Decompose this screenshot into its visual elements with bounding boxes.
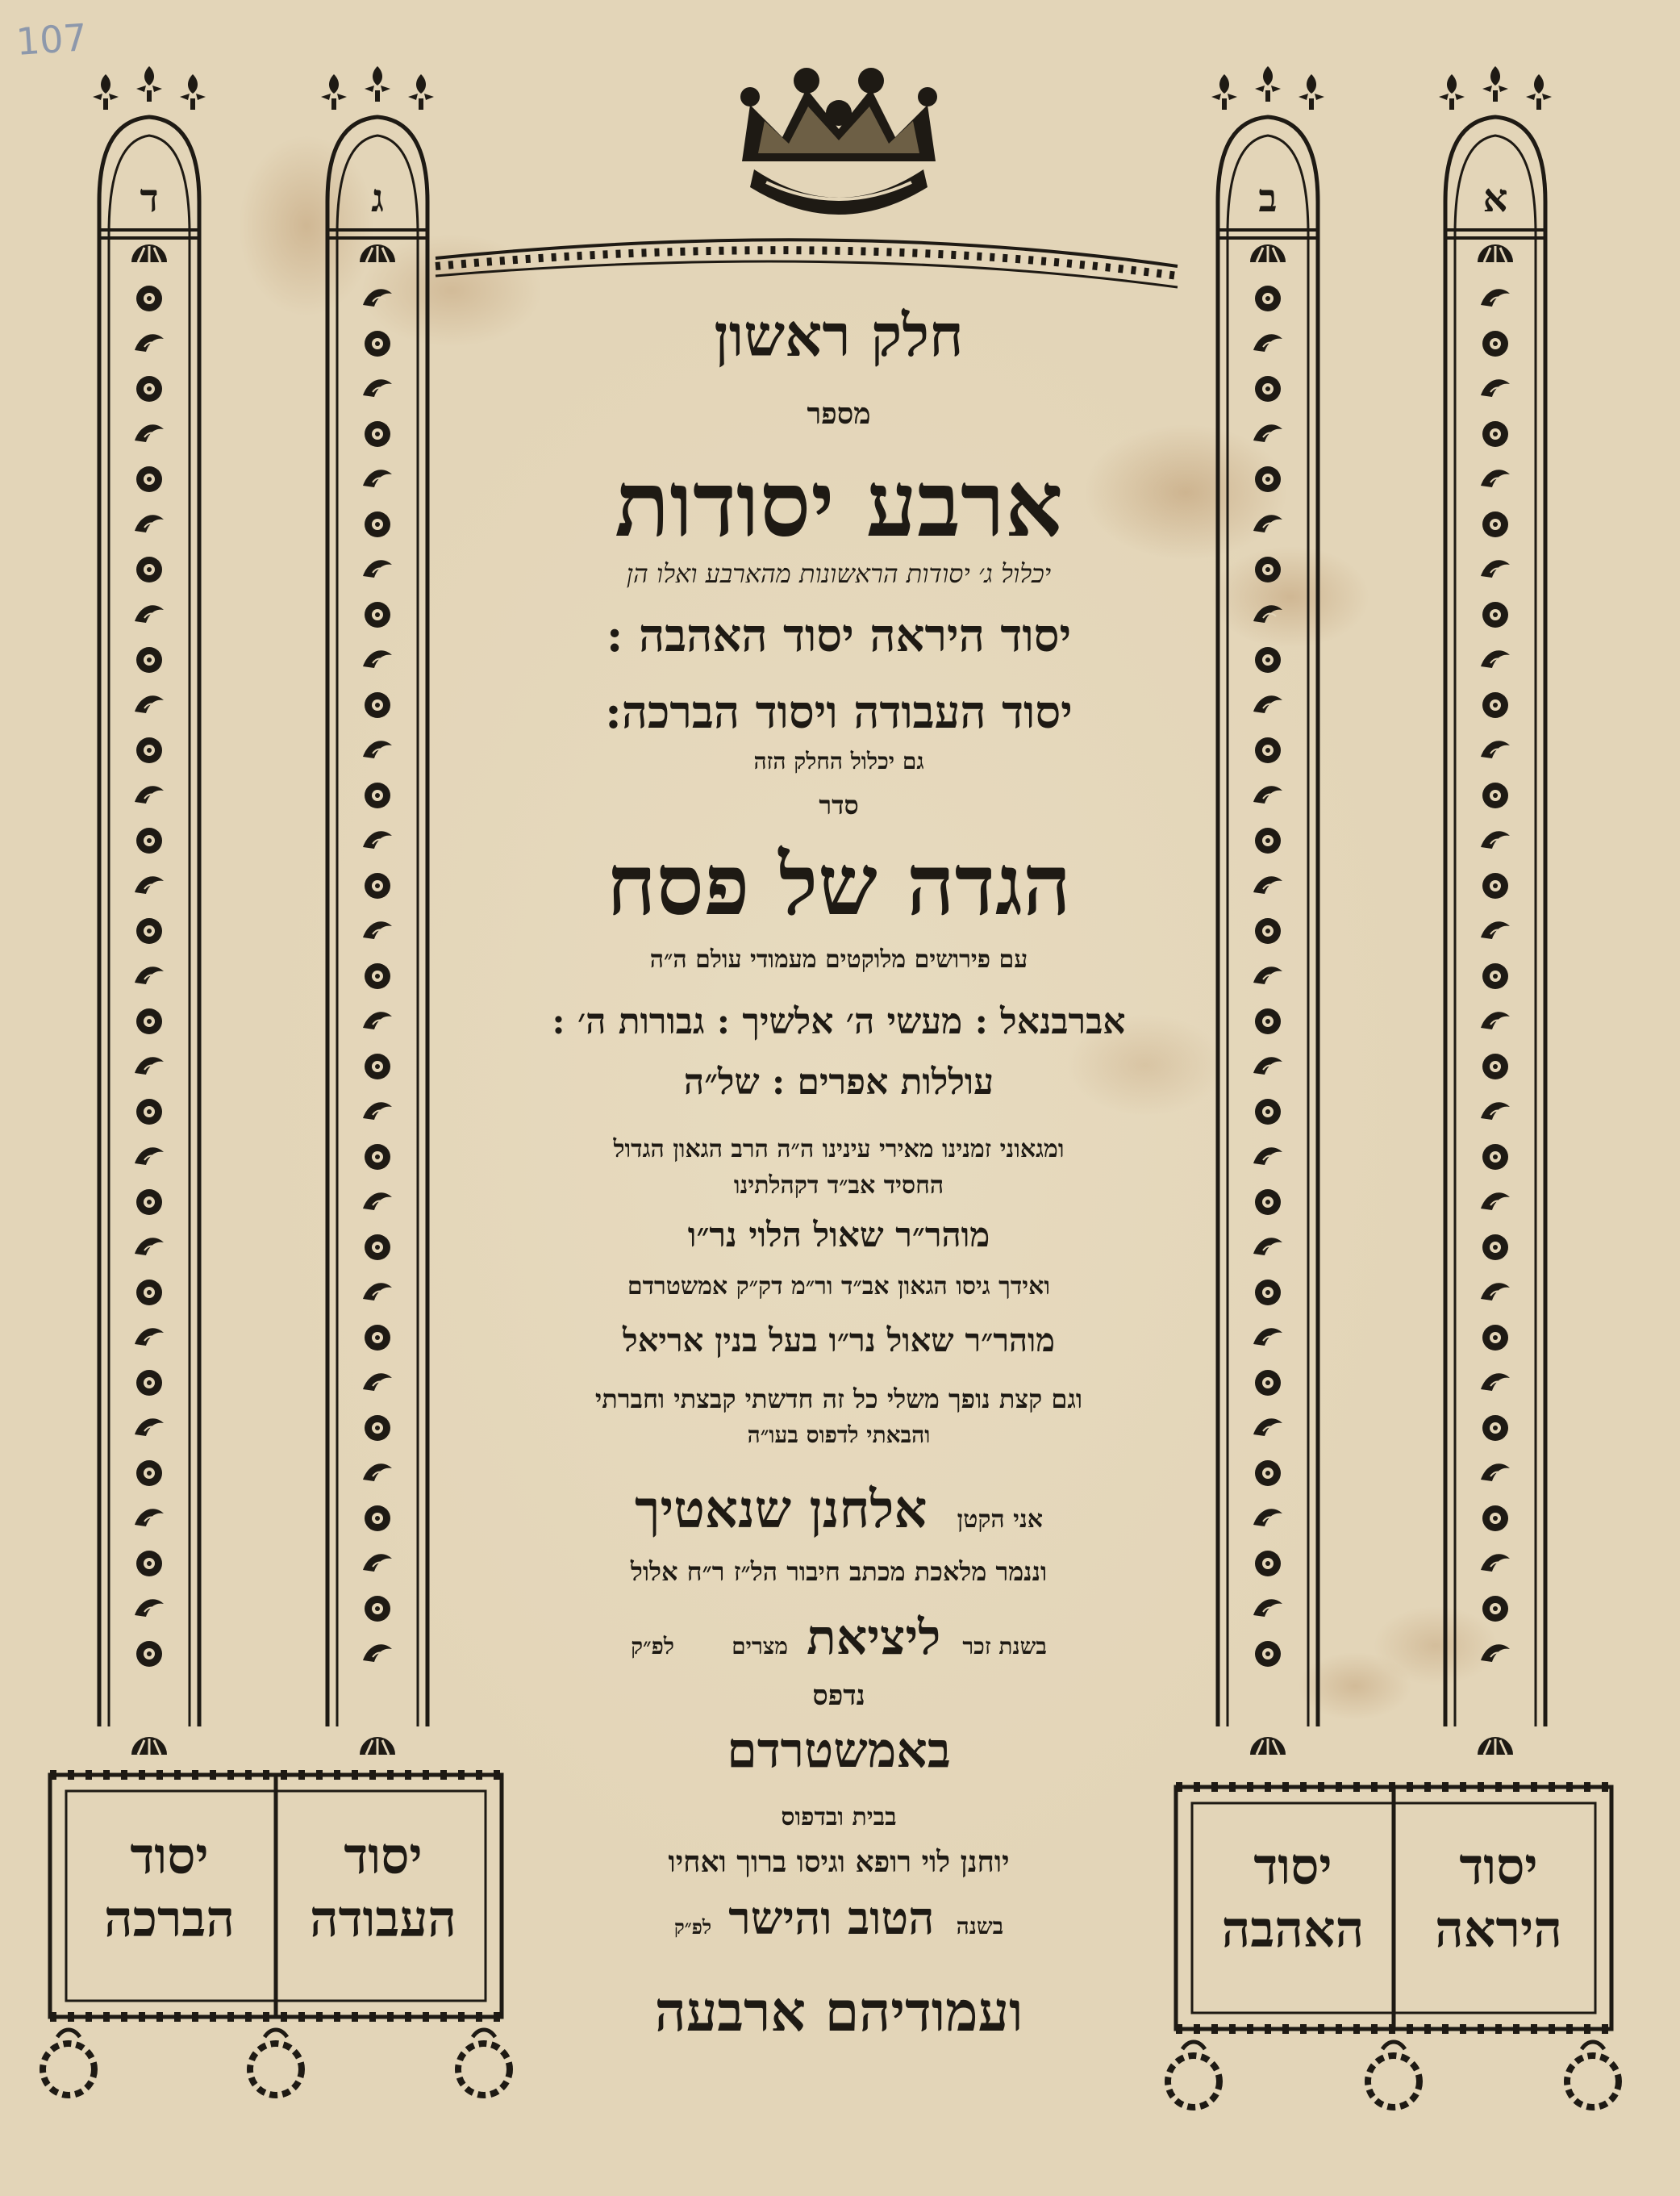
leaf-ornament xyxy=(135,1418,164,1436)
leaf-ornament xyxy=(135,1509,164,1526)
rosette-ornament xyxy=(1482,421,1508,447)
rosette-ornament xyxy=(136,647,162,673)
place-line: באמשטרדם xyxy=(727,1722,951,1779)
column-letter-b: ב xyxy=(1258,176,1278,221)
also-includes: גם יכלול החלק הזה xyxy=(753,748,924,774)
leaf-ornament xyxy=(363,560,392,578)
rosette-ornament xyxy=(1255,1099,1281,1125)
rosette-ornament xyxy=(1255,466,1281,492)
base-d-line2: הברכה xyxy=(104,1889,235,1948)
imprint-suffix: לפ״ק xyxy=(673,1915,712,1939)
rosette-ornament xyxy=(365,692,390,718)
leaf-ornament xyxy=(1253,1328,1282,1346)
rosette-ornament xyxy=(1482,1234,1508,1260)
leaf-ornament xyxy=(363,1373,392,1391)
leaf-ornament xyxy=(1253,966,1282,984)
rosette-ornament xyxy=(136,737,162,763)
rosette-ornament xyxy=(1482,602,1508,628)
rosette-ornament xyxy=(1255,1460,1281,1486)
author-line xyxy=(476,1480,1202,1540)
leaf-ornament xyxy=(1481,1554,1510,1572)
base-a-line1: יסוד xyxy=(1459,1837,1538,1896)
leaf-ornament xyxy=(135,876,164,894)
author-name: אלחנן שנאטיך xyxy=(635,1480,928,1540)
leaf-ornament xyxy=(1253,1418,1282,1436)
rosette-ornament xyxy=(1482,1596,1508,1622)
rosette-ornament xyxy=(136,1551,162,1576)
rosette-ornament xyxy=(1482,1415,1508,1441)
base-c-line1: יסוד xyxy=(344,1827,423,1885)
rosette-ornament xyxy=(1482,1505,1508,1531)
rosette-ornament xyxy=(1255,828,1281,854)
leaf-ornament xyxy=(135,1147,164,1165)
leaf-ornament xyxy=(363,1463,392,1481)
base-c-line2: העבודה xyxy=(310,1889,456,1948)
rosette-ornament xyxy=(1482,1054,1508,1079)
leaf-ornament xyxy=(363,741,392,758)
rosette-ornament xyxy=(1482,963,1508,989)
leaf-ornament xyxy=(1253,515,1282,532)
rosette-ornament xyxy=(1482,783,1508,808)
leaf-ornament xyxy=(135,786,164,804)
leaf-ornament xyxy=(363,1192,392,1210)
rosette-ornament xyxy=(1255,1551,1281,1576)
rosette-ornament xyxy=(136,466,162,492)
brought-line: והבאתי לדפוס בעו״ה xyxy=(747,1422,931,1448)
rosette-ornament xyxy=(136,1460,162,1486)
imprint-words: הטוב והישר xyxy=(728,1892,935,1945)
leaf-ornament xyxy=(1253,876,1282,894)
rosette-ornament xyxy=(1255,286,1281,311)
rosette-ornament xyxy=(1482,331,1508,357)
leaf-ornament xyxy=(1481,1283,1510,1300)
imprint-prefix: בשנה xyxy=(956,1913,1004,1939)
leaf-ornament xyxy=(1481,470,1510,487)
rabbis-line-2: החסיד אב״ד דקהלתינו xyxy=(733,1171,944,1200)
rosette-ornament xyxy=(365,1234,390,1260)
leaf-ornament xyxy=(1481,560,1510,578)
leaf-ornament xyxy=(1253,424,1282,442)
shell-ornament xyxy=(1250,1737,1286,1755)
rosette-ornament xyxy=(365,602,390,628)
leaf-ornament xyxy=(1481,1102,1510,1120)
leaf-ornament xyxy=(363,831,392,849)
pillar-a xyxy=(1445,117,1545,1726)
column-letter-d: ד xyxy=(140,176,159,221)
rosette-ornament xyxy=(1255,1641,1281,1667)
leaf-ornament xyxy=(135,424,164,442)
leaf-ornament xyxy=(135,1599,164,1617)
column-letter-c: ג xyxy=(371,176,384,221)
leaf-ornament xyxy=(135,334,164,352)
rabbis-line-1: ומגאוני זמנינו מאירי עינינו ה״ה הרב הגאון הגדול xyxy=(613,1135,1065,1163)
rosette-ornament xyxy=(136,1370,162,1396)
year-word-1: ליציאת xyxy=(807,1609,941,1666)
rosette-ornament xyxy=(136,1280,162,1305)
leaf-ornament xyxy=(1253,1238,1282,1255)
rosette-ornament xyxy=(365,1505,390,1531)
year-word-2: מצרים xyxy=(732,1633,789,1660)
rosette-ornament xyxy=(136,376,162,402)
rosette-ornament xyxy=(1255,1189,1281,1215)
sefer-label: מספר xyxy=(807,397,871,431)
rosette-ornament xyxy=(1255,737,1281,763)
rosette-ornament xyxy=(365,1054,390,1079)
base-b-line1: יסוד xyxy=(1253,1837,1332,1896)
base-label-b xyxy=(1204,1835,1382,1960)
column-letter-a: א xyxy=(1482,176,1508,221)
motto-line: ועמודיהם ארבעה xyxy=(654,1980,1023,2044)
part-heading: חלק ראשון xyxy=(714,301,964,369)
leaf-ornament xyxy=(1481,379,1510,397)
crown-ornament xyxy=(740,68,937,215)
leaf-ornament xyxy=(363,650,392,668)
shell-ornament xyxy=(1478,1737,1513,1755)
leaf-ornament xyxy=(1253,1057,1282,1075)
rosette-ornament xyxy=(136,1189,162,1215)
leaf-ornament xyxy=(135,1328,164,1346)
commentaries-intro: עם פירושים מלוקטים מעמודי עולם ה״ה xyxy=(649,946,1028,974)
leaf-ornament xyxy=(1481,1463,1510,1481)
rosette-ornament xyxy=(365,511,390,537)
year-line xyxy=(476,1609,1202,1666)
rosette-ornament xyxy=(1255,1280,1281,1305)
imprint-line xyxy=(476,1892,1202,1945)
rosette-ornament xyxy=(365,1415,390,1441)
grandfather-name: מוהר״ר שאול נר״ו בעל בנין אריאל xyxy=(623,1321,1055,1359)
finials xyxy=(93,66,1552,110)
leaf-ornament xyxy=(363,1102,392,1120)
foundations-line-a: יסוד היראה יסוד האהבה : xyxy=(606,609,1072,662)
base-label-d xyxy=(81,1825,258,1950)
leaf-ornament xyxy=(135,966,164,984)
rosette-ornament xyxy=(365,421,390,447)
printers-line: יוחנן לוי רופא וגיסו ברוך ואחיו xyxy=(668,1845,1010,1879)
rosette-ornament xyxy=(365,331,390,357)
leaf-ornament xyxy=(1253,786,1282,804)
rosette-ornament xyxy=(1255,918,1281,944)
rosette-ornament xyxy=(365,1596,390,1622)
rosette-ornament xyxy=(365,873,390,899)
leaf-ornament xyxy=(363,1644,392,1662)
leaf-ornament xyxy=(1481,1373,1510,1391)
rabbi-name: מוהר״ר שאול הלוי נר״ו xyxy=(687,1215,990,1255)
commentaries-line-1: אברבנאל : מעשי ה׳ אלשיך : גבורות ה׳ : xyxy=(552,1001,1126,1042)
leaf-ornament xyxy=(363,921,392,939)
leaf-ornament xyxy=(363,1012,392,1029)
rosette-ornament xyxy=(1255,1370,1281,1396)
rosette-ornament xyxy=(1482,692,1508,718)
leaf-ornament xyxy=(1481,921,1510,939)
shell-ornament xyxy=(360,1737,395,1755)
leaf-ornament xyxy=(135,605,164,623)
house-line: בבית ובדפוס xyxy=(781,1803,897,1831)
base-d-line1: יסוד xyxy=(130,1827,209,1885)
rosette-ornament xyxy=(365,963,390,989)
grandfather-line: ואידך גיסו הגאון אב״ד ור״מ דק״ק אמשטרדם xyxy=(627,1272,1051,1300)
rosette-ornament xyxy=(1482,1144,1508,1170)
rosette-ornament xyxy=(365,1144,390,1170)
commentaries-line-2: עוללות אפרים : של״ה xyxy=(683,1062,994,1103)
rosette-ornament xyxy=(136,918,162,944)
base-a-line2: היראה xyxy=(1435,1899,1562,1959)
pen-marginalia: 107 xyxy=(15,15,89,64)
pillar-c xyxy=(327,117,427,1726)
rosette-ornament xyxy=(1482,873,1508,899)
leaf-ornament xyxy=(1253,605,1282,623)
year-suffix: לפ״ק xyxy=(631,1633,675,1660)
rosette-ornament xyxy=(136,1008,162,1034)
rosette-ornament xyxy=(1255,557,1281,582)
leaf-ornament xyxy=(135,695,164,713)
base-label-c xyxy=(294,1825,472,1950)
leaf-ornament xyxy=(1481,289,1510,307)
seder-label: סדר xyxy=(819,790,859,820)
year-prefix: בשנת זכר xyxy=(962,1633,1047,1660)
foundations-line-b: יסוד העבודה ויסוד הברכה: xyxy=(605,686,1073,739)
leaf-ornament xyxy=(363,379,392,397)
haggadah-title: הגדה של פסח xyxy=(607,835,1071,934)
rosette-ornament xyxy=(136,1099,162,1125)
rosette-ornament xyxy=(1255,1008,1281,1034)
rosette-ornament xyxy=(365,1325,390,1351)
leaf-ornament xyxy=(363,1283,392,1300)
rosette-ornament xyxy=(136,828,162,854)
leaf-ornament xyxy=(1481,1644,1510,1662)
leaf-ornament xyxy=(1253,695,1282,713)
printed-label: נדפס xyxy=(812,1680,865,1712)
leaf-ornament xyxy=(135,515,164,532)
leaf-ornament xyxy=(135,1238,164,1255)
rosette-ornament xyxy=(136,1641,162,1667)
rosette-ornament xyxy=(365,783,390,808)
also-mine-line: וגם קצת נופך משלי כל זה חדשתי קבצתי וחברתי xyxy=(594,1384,1083,1414)
rosette-ornament xyxy=(1482,1325,1508,1351)
leaf-ornament xyxy=(1253,334,1282,352)
rosette-ornament xyxy=(1482,511,1508,537)
leaf-ornament xyxy=(363,470,392,487)
rosette-ornament xyxy=(1255,647,1281,673)
leaf-ornament xyxy=(1481,1192,1510,1210)
base-label-a xyxy=(1410,1835,1587,1960)
includes-line: יכלול ג׳ יסודות הראשונות מהארבע ואלו הן xyxy=(626,558,1052,589)
leaf-ornament xyxy=(1481,1012,1510,1029)
leaf-ornament xyxy=(1481,831,1510,849)
leaf-ornament xyxy=(363,289,392,307)
rosette-ornament xyxy=(136,557,162,582)
leaf-ornament xyxy=(1481,741,1510,758)
base-b-line2: האהבה xyxy=(1221,1899,1365,1959)
author-suffix: וננמר מלאכת מכתב חיבור הל״ז ר״ח אלול xyxy=(630,1556,1048,1587)
rosette-ornament xyxy=(136,286,162,311)
leaf-ornament xyxy=(1481,650,1510,668)
rosette-ornament xyxy=(1255,376,1281,402)
leaf-ornament xyxy=(363,1554,392,1572)
leaf-ornament xyxy=(1253,1599,1282,1617)
leaf-ornament xyxy=(1253,1147,1282,1165)
author-prefix: אני הקטן xyxy=(957,1505,1043,1534)
shell-ornament xyxy=(131,1737,167,1755)
leaf-ornament xyxy=(1253,1509,1282,1526)
book-title: ארבע יסודות xyxy=(615,452,1063,557)
leaf-ornament xyxy=(135,1057,164,1075)
